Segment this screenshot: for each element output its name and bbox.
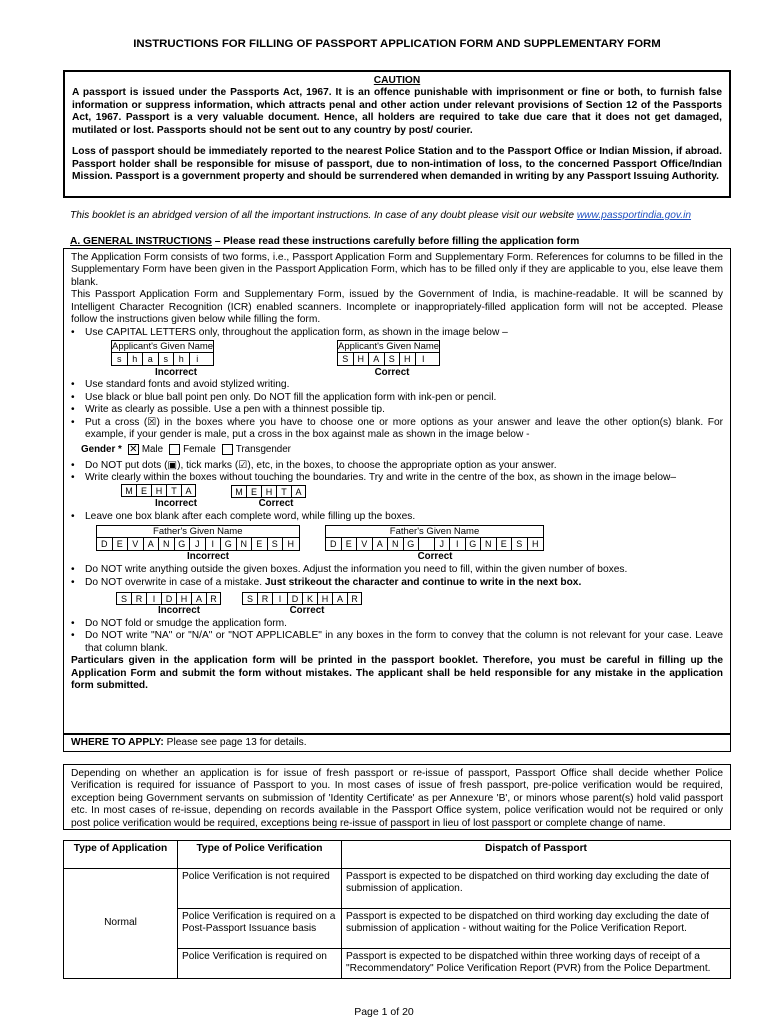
overwrite-text: Do NOT overwrite in case of a mistake.	[85, 576, 265, 588]
letter-box: G	[404, 538, 420, 550]
letter-box: I	[272, 592, 287, 605]
letter-box: S	[116, 592, 131, 605]
letter-box: S	[512, 538, 528, 550]
dispatch-cell: Passport is expected to be dispatched on third working day excluding the date of submission of application - without waiting for the Police Verification Report.	[342, 909, 731, 949]
letter-box: A	[373, 538, 389, 550]
sridhar-incorrect	[116, 592, 242, 617]
police-verification-cell: Police Verification is required on a Post-Passport Issuance basis	[178, 909, 342, 949]
bullet-no-na: • Do NOT write "NA" or "N/A" or "NOT APPLICABLE" in any boxes in the form to convey that the column is not relevant for your case. Leave that column blank.	[71, 630, 723, 655]
letter-box: H	[176, 592, 191, 605]
letter-box: H	[400, 353, 416, 365]
bullet-no-outside: • Do NOT write anything outside the given boxes. Adjust the information you need to fill, within the given number of boxes.	[71, 564, 723, 576]
letter-box: J	[190, 538, 206, 550]
bullet-no-dots: • Do NOT put dots (▣), tick marks (☑), etc, in the boxes, to choose the appropriate option as your answer.	[71, 460, 723, 472]
correct-caption: Correct	[374, 366, 410, 378]
bullet-ballpoint-pen: • Use black or blue ball point pen only. Do NOT fill the application form with ink-pen or pencil.	[71, 392, 723, 404]
correct-example-given-name	[337, 340, 447, 378]
page-number: Page 1 of 20	[354, 1006, 414, 1018]
police-verification-table	[63, 840, 731, 979]
letter-box: A	[332, 592, 347, 605]
letter-box: h	[174, 353, 190, 365]
page-title: INSTRUCTIONS FOR FILLING OF PASSPORT APPLICATION FORM AND SUPPLEMENTARY FORM	[133, 38, 661, 50]
letter-box: G	[466, 538, 482, 550]
father-correct	[325, 525, 545, 563]
sridhar-correct	[242, 592, 372, 617]
table-row	[64, 869, 731, 909]
given-name-grid-incorrect	[111, 340, 214, 366]
letter-box: S	[385, 353, 401, 365]
letter-box: T	[166, 484, 181, 497]
gender-label: Gender *	[81, 443, 122, 455]
bullet-no-overwrite	[71, 577, 723, 589]
letter-box: s	[159, 353, 175, 365]
general-instructions-box	[63, 248, 731, 734]
mehta-example	[121, 485, 723, 510]
letter-box: V	[128, 538, 144, 550]
letter-box: I	[206, 538, 222, 550]
table-header-row	[64, 841, 731, 869]
letter-box: S	[338, 353, 354, 365]
correct-caption: Correct	[417, 551, 453, 563]
gender-option-transgender: Transgender	[235, 443, 291, 455]
letter-box: N	[388, 538, 404, 550]
letter-box: a	[143, 353, 159, 365]
letter-box: H	[261, 485, 276, 498]
father-incorrect	[96, 525, 320, 563]
mehta-correct	[231, 485, 321, 510]
bullet-within-boxes: • Write clearly within the boxes without touching the boundaries. Try and write in the centre of the box, as shown in the image below–	[71, 472, 723, 484]
letter-box: R	[131, 592, 146, 605]
letter-box: J	[435, 538, 451, 550]
letter-box: A	[191, 592, 206, 605]
letter-box: h	[128, 353, 144, 365]
grid-cells	[338, 353, 439, 365]
letter-box: E	[246, 485, 261, 498]
bullet-leave-blank: • Leave one box blank after each complete word, while filling up the boxes.	[71, 511, 723, 523]
grid-cells	[97, 538, 299, 550]
letter-box: E	[113, 538, 129, 550]
grid-label: Father's Given Name	[97, 526, 299, 538]
bullet-no-fold: • Do NOT fold or smudge the application form.	[71, 618, 723, 630]
father-name-example	[96, 525, 723, 563]
sridhar-cells-incorrect	[116, 592, 242, 605]
letter-box: V	[357, 538, 373, 550]
section-a-heading	[70, 236, 579, 248]
caution-heading: CAUTION	[373, 75, 421, 86]
letter-box: H	[151, 484, 166, 497]
letter-box: N	[481, 538, 497, 550]
letter-box: G	[175, 538, 191, 550]
dispatch-cell: Passport is expected to be dispatched within three working days of receipt of a "Recommendatory" Police Verification Report (PVR) from the Police Department.	[342, 949, 731, 979]
letter-box: I	[450, 538, 466, 550]
letter-box: M	[121, 484, 136, 497]
incorrect-caption: Incorrect	[155, 366, 197, 378]
given-name-grid-correct	[337, 340, 440, 366]
letter-box: D	[161, 592, 176, 605]
where-to-apply-box	[63, 734, 731, 752]
letter-box: A	[144, 538, 160, 550]
letter-box: R	[347, 592, 362, 605]
police-verification-cell: Police Verification is required on	[178, 949, 342, 979]
website-link[interactable]: www.passportindia.gov.in	[576, 210, 692, 221]
male-checkbox-crossed: ✕	[129, 444, 138, 456]
letter-box: R	[257, 592, 272, 605]
where-label: WHERE TO APPLY:	[71, 737, 164, 748]
father-grid-correct	[325, 525, 544, 551]
bullet-write-clearly: • Write as clearly as possible. Use a pen with a thinnest possible tip.	[71, 404, 723, 416]
bullet-standard-fonts: • Use standard fonts and avoid stylized writing.	[71, 379, 723, 391]
letter-box: E	[497, 538, 513, 550]
letter-box: A	[181, 484, 196, 497]
grid-label: Applicant's Given Name	[338, 341, 440, 353]
bullet-put-cross: • Put a cross (☒) in the boxes where you have to choose one or more options as your answer and leave the other option(s) blank. For example, if your gender is male, put a cross in the box against male as shown in the image below -	[71, 417, 723, 442]
letter-box	[419, 538, 435, 550]
grid-cells	[112, 353, 213, 365]
dispatch-cell: Passport is expected to be dispatched on third working day excluding the date of submission of application.	[342, 869, 731, 909]
section-a-rest: – Please read these instructions carefully before filling the application form	[211, 236, 580, 247]
header-type-of-police-verification: Type of Police Verification	[178, 841, 342, 869]
incorrect-caption: Incorrect	[187, 551, 229, 563]
female-checkbox	[169, 444, 180, 455]
correct-caption: Correct	[258, 498, 294, 510]
letter-box: I	[146, 592, 161, 605]
letter-box: N	[159, 538, 175, 550]
letter-box: N	[237, 538, 253, 550]
letter-box: E	[342, 538, 358, 550]
letter-box: E	[252, 538, 268, 550]
letter-box: A	[291, 485, 306, 498]
letter-box: S	[242, 592, 257, 605]
letter-box: D	[97, 538, 113, 550]
letter-box: i	[196, 354, 199, 365]
father-grid-incorrect	[96, 525, 300, 551]
letter-box: D	[287, 592, 302, 605]
caution-paragraph-2: Loss of passport should be immediately reported to the nearest Police Station and to the Passport Office or Indian Mission, if abroad. Passport holder shall be responsible for misuse of passport, due to non-intimation of loss, to the concerned Passport Office/Indian Mission. Passport is a government property and should be surrendered when demanded in writing by any Passport Issuing Authority.	[72, 146, 722, 183]
incorrect-caption: Incorrect	[158, 605, 200, 617]
grid-label: Applicant's Given Name	[112, 341, 214, 353]
gender-option-male: Male	[141, 443, 164, 455]
letter-box: R	[206, 592, 221, 605]
letter-box: D	[326, 538, 342, 550]
gender-example	[81, 444, 723, 456]
incorrect-example-given-name	[111, 340, 241, 378]
letter-box: H	[354, 353, 370, 365]
where-text: Please see page 13 for details.	[163, 737, 307, 748]
sridhar-example	[116, 592, 723, 617]
caution-paragraph-1: A passport is issued under the Passports Act, 1967. It is an offence punishable with imprisonment or fine or both, to furnish false information or suppress information, which attracts penal and other action under relevant provisions of Section 12 of the Passports Act, 1967. Passport is a very valuable document. Hence, all holders are required to take due care that it does not get damaged, mutilated or lost. Passports should not be sent out to any country by post/ courier.	[72, 87, 722, 136]
general-paragraph-2: This Passport Application Form and Supplementary Form, issued by the Government of India, is machine-readable. It will be scanned by Intelligent Character Recognition (ICR) enabled scanners. Incomplete or inappropriately-filled application form will not be accepted. Please follow the instructions given below while filling the form.	[71, 289, 723, 326]
abridged-note	[70, 210, 735, 222]
correct-caption: Correct	[289, 605, 325, 617]
letter-box: H	[317, 592, 332, 605]
letter-box: H	[287, 538, 294, 549]
general-paragraph-1: The Application Form consists of two forms, i.e., Passport Application Form and Supplementary Form. References for columns to be filled in the Supplementary Form have been given in the Passport Application Form, which has to be filled only if they are applicable to you, else leave them blank.	[71, 252, 723, 288]
letter-box: A	[369, 353, 385, 365]
header-dispatch-of-passport: Dispatch of Passport	[342, 841, 731, 869]
police-verification-paragraph: Depending on whether an application is for issue of fresh passport or re-issue of passport, Passport Office shall decide whether Police Verification is required for issuance of Passport to you. In most cases of issue of fresh passport, pre-police verification would be required, exception being Government servants on submission of 'Identity Certificate' as per Annexure 'B', or minors whose parent(s) hold valid passport etc. In most cases of re-issue, depending on records available in the Passport Office system, police verification would not be required or only post police verification would be required, exceptions being re-issue of passport in lieu of lost passport or complete change of name.	[63, 764, 731, 830]
mehta-cells-correct	[231, 485, 321, 498]
letter-box: I	[421, 354, 425, 365]
transgender-checkbox	[222, 444, 233, 455]
letter-box: G	[221, 538, 237, 550]
letter-box: T	[276, 485, 291, 498]
letter-box: S	[268, 538, 284, 550]
particulars-paragraph: Particulars given in the application form will be printed in the passport booklet. Therefore, you must be careful in filling up the Application Form and submit the form without mistakes. The applicant shall be held responsible for any mistake in the application form submitted.	[71, 655, 723, 692]
letter-box: K	[302, 592, 317, 605]
overwrite-bold: Just strikeout the character and continue to write in the next box.	[264, 576, 582, 588]
bullet-capital-letters: • Use CAPITAL LETTERS only, throughout the application form, as shown in the image below –	[71, 327, 723, 339]
application-type-cell: Normal	[64, 869, 178, 979]
capital-letters-example	[111, 340, 723, 378]
mehta-cells-incorrect	[121, 484, 231, 497]
abridged-text: This booklet is an abridged version of all the important instructions. In case of any doubt please visit our website	[70, 210, 577, 221]
grid-label: Father's Given Name	[326, 526, 543, 538]
letter-box: s	[112, 353, 128, 365]
letter-box: M	[231, 485, 246, 498]
grid-cells	[326, 538, 543, 550]
mehta-incorrect	[121, 485, 231, 510]
section-a-label: A. GENERAL INSTRUCTIONS	[70, 236, 212, 247]
caution-box	[63, 70, 731, 198]
letter-box: H	[532, 538, 539, 549]
gender-option-female: Female	[183, 443, 216, 455]
sridhar-cells-correct	[242, 592, 372, 605]
police-verification-cell: Police Verification is not required	[178, 869, 342, 909]
incorrect-caption: Incorrect	[155, 498, 197, 510]
letter-box: E	[136, 484, 151, 497]
header-type-of-application: Type of Application	[64, 841, 178, 869]
